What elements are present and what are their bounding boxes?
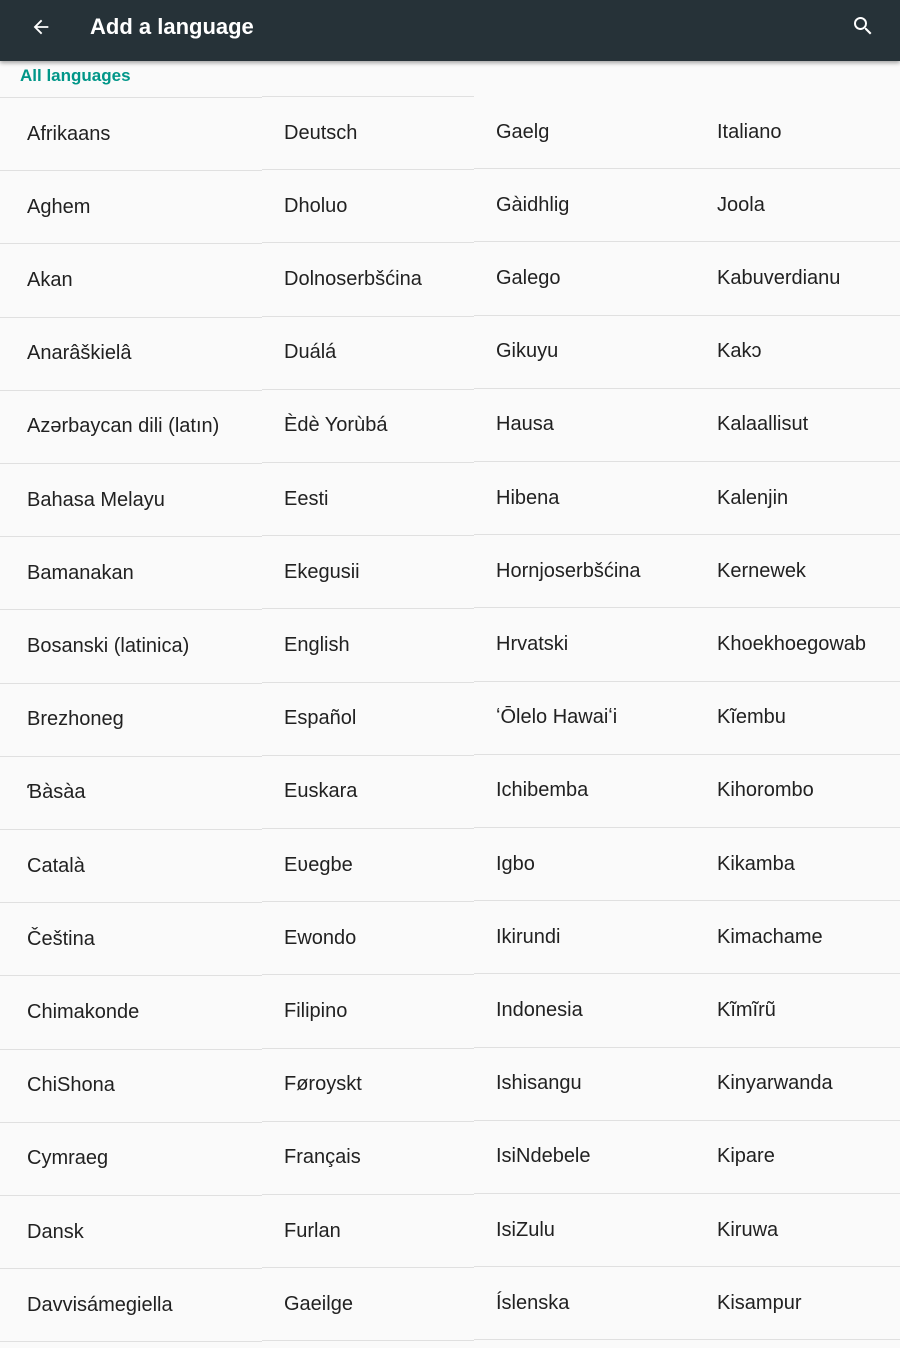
language-label: Azərbaycan dili (latın) [27, 415, 220, 438]
language-item[interactable] [696, 535, 900, 607]
language-label: Bamanakan [27, 561, 134, 584]
language-label: ʻŌlelo Hawaiʻi [496, 706, 618, 729]
language-item[interactable] [0, 391, 262, 463]
search-button[interactable] [848, 11, 878, 41]
language-item[interactable] [262, 1268, 474, 1340]
language-label: Kimachame [717, 925, 823, 948]
language-label: Gàidhlig [496, 193, 570, 216]
language-label: Kipare [717, 1145, 775, 1168]
language-item[interactable] [696, 462, 900, 534]
language-item[interactable] [474, 1194, 696, 1266]
language-item[interactable] [262, 609, 474, 681]
language-label: Deutsch [284, 121, 358, 144]
language-item[interactable] [696, 242, 900, 314]
language-label: Gaelg [496, 120, 550, 143]
language-label: Furlan [284, 1219, 341, 1242]
language-column-1 [0, 0, 262, 1348]
language-item[interactable] [474, 901, 696, 973]
back-button[interactable] [26, 12, 56, 42]
language-label: Kiruwa [717, 1218, 779, 1241]
search-icon [851, 14, 875, 38]
language-label: Eesti [284, 487, 329, 510]
language-column-4 [696, 0, 900, 1348]
language-item[interactable] [0, 1196, 262, 1268]
language-item[interactable] [0, 244, 262, 316]
language-item[interactable] [0, 171, 262, 243]
language-label: Kabuverdianu [717, 266, 841, 289]
language-item[interactable] [696, 682, 900, 754]
language-label: Dansk [27, 1220, 84, 1243]
language-label: Kihorombo [717, 779, 814, 802]
language-item[interactable] [696, 974, 900, 1046]
language-item[interactable] [696, 1048, 900, 1120]
language-item[interactable] [474, 682, 696, 754]
language-item[interactable] [0, 464, 262, 536]
language-item[interactable] [474, 462, 696, 534]
language-label: Føroyskt [284, 1073, 362, 1096]
language-label: Aghem [27, 195, 91, 218]
language-label: Kernewek [717, 559, 806, 582]
language-item[interactable] [696, 169, 900, 241]
language-item[interactable] [262, 170, 474, 242]
language-item[interactable] [474, 608, 696, 680]
divider [696, 1339, 900, 1340]
language-label: Khoekhoegowab [717, 632, 867, 655]
language-item[interactable] [262, 317, 474, 389]
language-label: Gaeilge [284, 1292, 353, 1315]
language-item[interactable] [0, 537, 262, 609]
language-label: Hibena [496, 486, 560, 509]
language-label: Brezhoneg [27, 708, 124, 731]
language-label: Hrvatski [496, 632, 569, 655]
language-item[interactable] [0, 318, 262, 390]
language-label: Akan [27, 268, 73, 291]
language-item[interactable] [474, 828, 696, 900]
language-label: Dholuo [284, 194, 348, 217]
language-item[interactable] [474, 1048, 696, 1120]
language-label: Ichibemba [496, 779, 589, 802]
language-item[interactable] [0, 684, 262, 756]
language-column-2 [262, 0, 474, 1348]
language-label: Kakɔ [717, 340, 762, 363]
divider [262, 1340, 474, 1341]
language-label: Cymraeg [27, 1147, 109, 1170]
language-item[interactable] [262, 683, 474, 755]
arrow-back-icon [30, 16, 52, 38]
language-label: Joola [717, 193, 765, 216]
language-item[interactable] [696, 755, 900, 827]
language-item[interactable] [474, 535, 696, 607]
language-label: Español [284, 707, 357, 730]
language-label: Kalaallisut [717, 413, 809, 436]
language-item[interactable] [696, 608, 900, 680]
language-item[interactable] [474, 242, 696, 314]
language-label: Afrikaans [27, 122, 111, 145]
page-title: Add a language [90, 14, 254, 39]
language-item[interactable] [0, 98, 262, 170]
language-label: Davvisámegiella [27, 1293, 173, 1316]
language-label: Kalenjin [717, 486, 789, 509]
language-item[interactable] [262, 1122, 474, 1194]
language-item[interactable] [262, 1049, 474, 1121]
language-label: Ɓàsàa [27, 781, 86, 804]
language-label: Français [284, 1146, 361, 1169]
language-item[interactable] [696, 828, 900, 900]
language-label: Dolnoserbšćina [284, 267, 422, 290]
language-item[interactable] [474, 1121, 696, 1193]
language-label: Kĩembu [717, 706, 786, 729]
language-item[interactable] [262, 756, 474, 828]
language-item[interactable] [0, 610, 262, 682]
language-item[interactable] [474, 974, 696, 1046]
app-bar [0, 0, 900, 61]
language-item[interactable] [696, 96, 900, 168]
language-item[interactable] [262, 390, 474, 462]
section-header-all-languages: All languages [20, 66, 131, 85]
language-label: IsiNdebele [496, 1145, 591, 1168]
language-label: Hausa [496, 413, 554, 436]
language-item[interactable] [262, 1195, 474, 1267]
language-label: Bahasa Melayu [27, 488, 165, 511]
language-item[interactable] [262, 902, 474, 974]
language-item[interactable] [0, 757, 262, 829]
language-item[interactable] [262, 97, 474, 169]
language-label: Ewondo [284, 926, 357, 949]
language-item[interactable] [474, 316, 696, 388]
language-item[interactable] [474, 1267, 696, 1339]
language-label: Filipino [284, 999, 348, 1022]
language-item[interactable] [696, 316, 900, 388]
language-label: Kisampur [717, 1291, 802, 1314]
language-item[interactable] [474, 96, 696, 168]
language-item[interactable] [0, 976, 262, 1048]
language-item[interactable] [0, 1123, 262, 1195]
language-label: Euskara [284, 780, 358, 803]
language-label: Català [27, 854, 85, 877]
language-item[interactable] [262, 463, 474, 535]
language-label: Chimakonde [27, 1000, 140, 1023]
language-label: Igbo [496, 852, 535, 875]
language-label: Bosanski (latinica) [27, 634, 190, 657]
language-item[interactable] [0, 830, 262, 902]
language-label: Kikamba [717, 852, 795, 875]
divider [0, 1341, 262, 1342]
language-label: Duálá [284, 341, 337, 364]
language-label: Ekegusii [284, 560, 360, 583]
language-item[interactable] [262, 975, 474, 1047]
language-item[interactable] [696, 1194, 900, 1266]
language-item[interactable] [0, 903, 262, 975]
language-item[interactable] [0, 1269, 262, 1341]
language-item[interactable] [474, 389, 696, 461]
language-item[interactable] [0, 1050, 262, 1122]
language-label: IsiZulu [496, 1218, 555, 1241]
language-item[interactable] [262, 536, 474, 608]
language-item[interactable] [262, 243, 474, 315]
language-label: Italiano [717, 120, 782, 143]
language-label: Ishisangu [496, 1072, 582, 1095]
language-label: Eʋegbe [284, 853, 353, 876]
language-item[interactable] [474, 169, 696, 241]
language-label: Galego [496, 266, 561, 289]
language-item[interactable] [474, 755, 696, 827]
language-label: Ikirundi [496, 925, 561, 948]
language-label: Kinyarwanda [717, 1072, 833, 1095]
divider [474, 1339, 696, 1340]
language-item[interactable] [696, 901, 900, 973]
language-label: Gikuyu [496, 340, 559, 363]
language-item[interactable] [696, 1267, 900, 1339]
language-label: Hornjoserbšćina [496, 559, 641, 582]
language-label: Anarâškielâ [27, 342, 132, 365]
language-item[interactable] [696, 389, 900, 461]
language-label: Íslenska [496, 1291, 570, 1314]
language-label: Kĩmĩrũ [717, 998, 776, 1021]
language-item[interactable] [262, 829, 474, 901]
language-label: Èdè Yorùbá [284, 414, 388, 437]
language-label: ChiShona [27, 1074, 115, 1097]
language-item[interactable] [696, 1121, 900, 1193]
language-label: English [284, 633, 350, 656]
language-label: Čeština [27, 927, 95, 950]
language-column-3 [474, 0, 696, 1348]
language-label: Indonesia [496, 998, 583, 1021]
